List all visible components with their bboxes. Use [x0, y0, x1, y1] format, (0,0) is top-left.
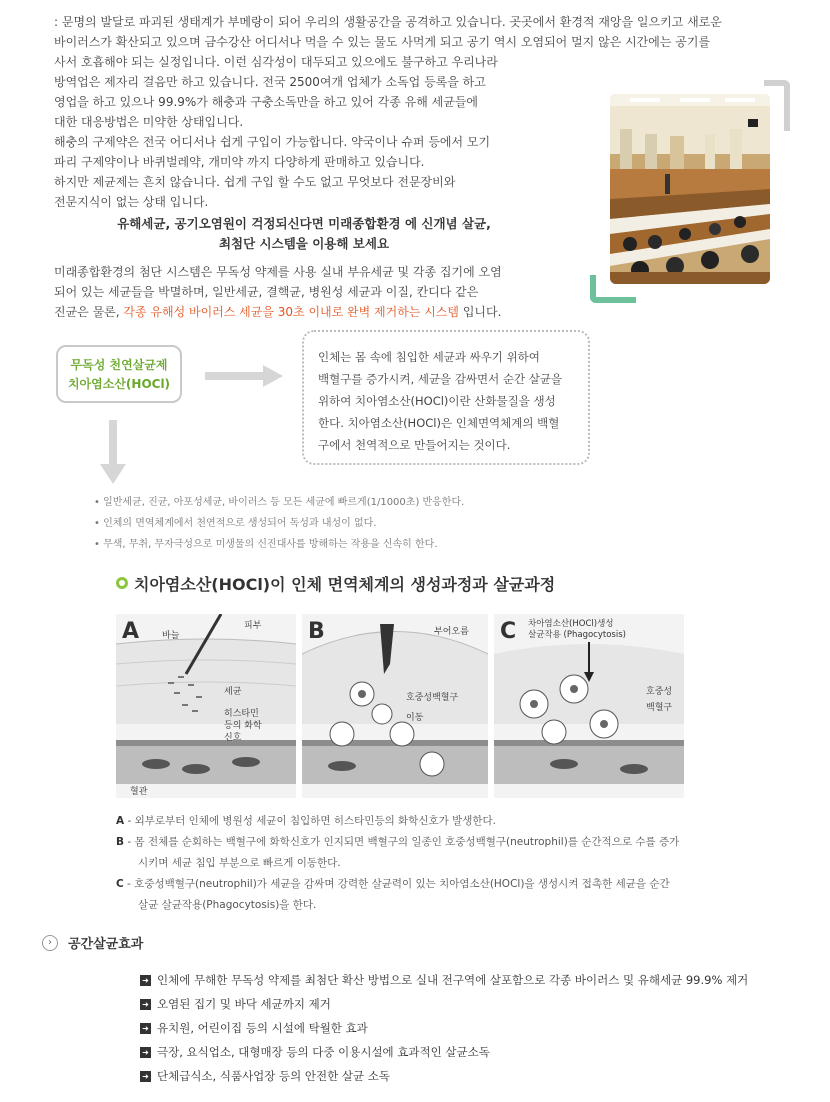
- system-line: 되어 있는 세균들을 박멸하며, 일반세균, 결핵균, 병원성 세균과 이질, 칸디다 같은: [54, 285, 479, 299]
- bacteria-label: 세균: [224, 687, 242, 697]
- intro-line: 대한 대응방법은 미약한 상태입니다.: [54, 115, 244, 129]
- caption-b-text: - 몸 전체를 순회하는 백혈구에 화학신호가 인지되면 백혈구의 일종인 호중성백혈구(neutrophil)를 순간적으로 수를 증가: [124, 836, 680, 848]
- property-item: • 일반세균, 진균, 아포성세균, 바이러스 등 모든 세균에 빠르게(1/1000초) 반응한다.: [94, 492, 464, 513]
- caption-c-letter: C: [116, 878, 124, 890]
- hocl-label-line2: 치아염소산(HOCl): [67, 377, 171, 391]
- system-line: [54, 302, 614, 322]
- diagram-panel-b: [302, 614, 488, 798]
- effect-item: [140, 968, 748, 992]
- signal-label-2: 등의 화학: [224, 721, 262, 731]
- caption-c-continued: 살균 살균작용(Phagocytosis)을 한다.: [138, 899, 317, 911]
- intro-line: 바이러스가 확산되고 있으며 금수강산 어디서나 먹을 수 있는 물도 사먹게 되고 공기 역시 오염되어 멀지 않은 시간에는 공기를: [54, 35, 711, 49]
- effect-text: 극장, 요식업소, 대형매장 등의 다중 이용시설에 효과적인 살균소독: [157, 1045, 490, 1059]
- needle-label: 바늘: [162, 631, 180, 641]
- arrow-box-icon: ➜: [140, 975, 151, 986]
- effect-text: 오염된 집기 및 바닥 세균까지 제거: [157, 997, 331, 1011]
- headline-line: 최첨단 시스템을 이용해 보세요: [218, 236, 390, 251]
- hocl-label-box: [56, 345, 182, 403]
- neutrophil-label: 호중성백혈구: [406, 693, 459, 703]
- intro-line: : 문명의 발달로 파괴된 생태계가 부메랑이 되어 우리의 생활공간을 공격하고 있습니다. 곳곳에서 환경적 재앙을 일으키고 새로운: [54, 15, 722, 29]
- intro-line: 하지만 제균제는 흔치 않습니다. 쉽게 구입 할 수도 없고 무엇보다 전문장비와: [54, 175, 456, 189]
- hocl-properties-list: [94, 492, 464, 555]
- skin-label: 피부: [244, 621, 262, 631]
- hocl-desc-line: 위하여 치아염소산(HOCl)이란 산화물질을 생성: [318, 394, 556, 408]
- hocl-desc-line: 한다. 치아염소산(HOCl)은 인체면역체계의 백혈: [318, 416, 560, 430]
- effect-item: [140, 1064, 748, 1088]
- system-description: [54, 262, 614, 322]
- diagram-panel-a: [116, 614, 296, 798]
- hocl-desc-line: 백혈구를 증가시켜, 세균을 감싸면서 순간 살균을: [318, 372, 563, 386]
- space-effects-list: [140, 968, 748, 1088]
- hocl-label-line1: 무독성 천연살균제: [70, 358, 168, 372]
- panel-a-letter: A: [122, 619, 140, 644]
- vessel-label: 혈관: [130, 787, 148, 797]
- lecture-hall-photo-frame: [600, 80, 800, 305]
- neutrophil-label-c2: 백혈구: [646, 703, 673, 713]
- neutrophil-label-c1: 호중성: [646, 687, 673, 697]
- signal-label-3: 신호: [224, 733, 242, 743]
- system-highlight: 각종 유해성 바이러스 세균을 30초 이내로 완벽 제거하는 시스템: [123, 305, 459, 319]
- section-title: 치아염소산(HOCl)이 인체 면역체계의 생성과정과 살균과정: [134, 575, 556, 594]
- system-line-start: 진균은 물론,: [54, 305, 124, 319]
- caption-a: [116, 811, 679, 832]
- system-line-end: 입니다.: [459, 305, 502, 319]
- hocl-description-box: [302, 330, 590, 465]
- hocl-generation-label: 차아염소산(HOCl)생성: [528, 619, 614, 629]
- space-sterilization-title: 공간살균효과: [68, 937, 144, 952]
- intro-line: 방역업은 제자리 걸음만 하고 있습니다. 전국 2500여개 업체가 소독업 등록을 하고: [54, 75, 486, 89]
- caption-a-text: - 외부로부터 인체에 병원성 세균이 침입하면 히스타민등의 화학신호가 발생한다.: [124, 815, 497, 827]
- arrow-right-icon: [205, 365, 283, 391]
- arrow-box-icon: ➜: [140, 1047, 151, 1058]
- chevron-right-icon: ›: [42, 935, 58, 951]
- caption-c: [116, 874, 679, 895]
- intro-line: 영업을 하고 있으나 99.9%가 해충과 구충소독만을 하고 있어 각종 유해 세균들에: [54, 95, 479, 109]
- caption-b-letter: B: [116, 836, 125, 848]
- caption-c-text: - 호중성백혈구(neutrophil)가 세균을 감싸며 강력한 살균력이 있는 치아염소산(HOCl)을 생성시켜 접촉한 세균을 순간: [123, 878, 670, 890]
- hocl-desc-line: 구에서 천역적으로 만들어지는 것이다.: [318, 438, 511, 452]
- bullet-circle-icon: [116, 577, 128, 589]
- caption-b-continued: 시키며 세균 침입 부분으로 빠르게 이동한다.: [138, 857, 341, 869]
- hocl-desc-line: 인체는 몸 속에 침입한 세균과 싸우기 위하여: [318, 350, 540, 364]
- immune-process-diagram: [116, 614, 684, 798]
- move-label: 이동: [406, 713, 424, 723]
- effect-text: 인체에 무해한 무독성 약제를 최첨단 확산 방법으로 실내 전구역에 살포함으로 각종 바이러스 및 유해세균 99.9% 제거: [157, 973, 749, 987]
- effect-text: 유치원, 어린이집 등의 시설에 탁월한 효과: [157, 1021, 368, 1035]
- effect-item: [140, 992, 748, 1016]
- effect-item: [140, 1016, 748, 1040]
- diagram-captions: [116, 811, 679, 916]
- intro-line: 전문지식이 없는 상태 입니다.: [54, 195, 209, 209]
- effect-item: [140, 1040, 748, 1064]
- headline-line: 유해세균, 공기오염원이 걱정되신다면 미래종합환경 에 신개념 살균,: [117, 216, 491, 231]
- panel-b-letter: B: [308, 619, 325, 644]
- intro-line: 해충의 구제약은 전국 어디서나 쉽게 구입이 가능합니다. 약국이나 슈퍼 등에서 모기: [54, 135, 491, 149]
- headline: [54, 214, 554, 254]
- arrow-box-icon: ➜: [140, 1071, 151, 1082]
- system-line: 미래종합환경의 첨단 시스템은 무독성 약제를 사용 실내 부유세균 및 각종 집기에 오염: [54, 265, 502, 279]
- caption-b: [116, 832, 679, 853]
- effect-text: 단체급식소, 식품사업장 등의 안전한 살균 소독: [157, 1069, 391, 1083]
- arrow-box-icon: ➜: [140, 1023, 151, 1034]
- phagocytosis-label: 살균작용 (Phagocytosis): [528, 630, 626, 640]
- intro-line: 사서 호흡해야 되는 실정입니다. 이런 심각성이 대두되고 있으에도 불구하고 우리나라: [54, 55, 498, 69]
- signal-label-1: 히스타민: [224, 709, 259, 719]
- swelling-label: 부어오름: [434, 627, 469, 637]
- arrow-down-icon: [100, 420, 126, 488]
- panel-c-letter: C: [500, 619, 517, 644]
- intro-line: 파리 구제약이나 바퀴벌레약, 개미약 까지 다양하게 판매하고 있습니다.: [54, 155, 425, 169]
- property-item: • 인체의 면역체계에서 천연적으로 생성되어 독성과 내성이 없다.: [94, 513, 464, 534]
- lecture-hall-photo: [610, 94, 770, 284]
- property-item: • 무색, 무취, 무자극성으로 미생물의 신진대사를 방해하는 작용을 신속히 한다.: [94, 534, 464, 555]
- caption-a-letter: A: [116, 815, 125, 827]
- arrow-box-icon: ➜: [140, 999, 151, 1010]
